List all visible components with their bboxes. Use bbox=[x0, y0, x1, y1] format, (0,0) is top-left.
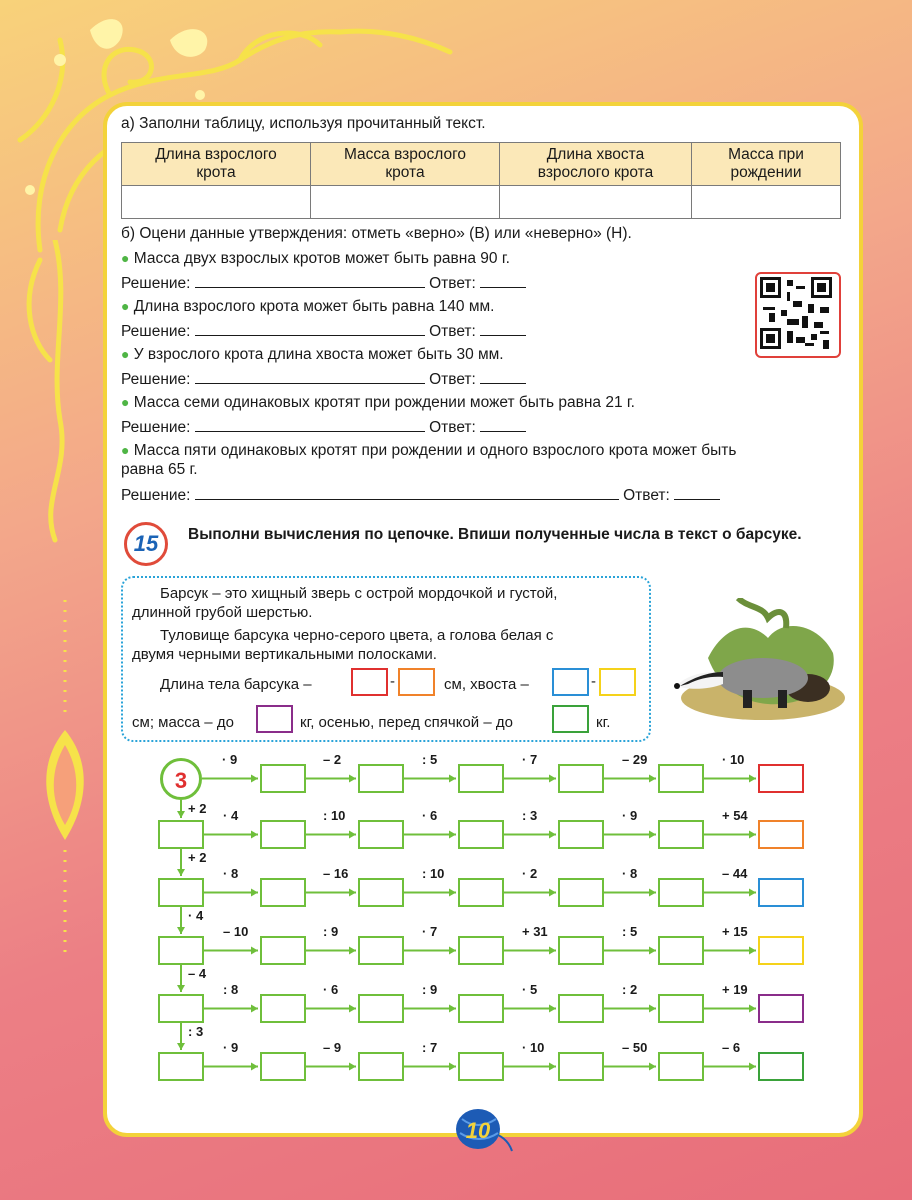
part-b-instruction: б) Оцени данные утверждения: отметь «верно» (В) или «неверно» (Н). bbox=[121, 225, 632, 242]
body-length-label: Длина тела барсука – bbox=[160, 676, 312, 693]
operation-label: – 50 bbox=[622, 1040, 648, 1055]
chain-box-row2-col1[interactable] bbox=[158, 820, 204, 849]
chain-result-box-2[interactable] bbox=[758, 820, 804, 849]
solution-line-3: Решение: Ответ: bbox=[121, 368, 526, 390]
chain-start-circle: 3 bbox=[160, 758, 202, 800]
chain-box-row6-col4[interactable] bbox=[458, 1052, 504, 1081]
down-operation-label: : 3 bbox=[188, 1024, 204, 1039]
chain-result-box-3[interactable] bbox=[758, 878, 804, 907]
chain-result-box-6[interactable] bbox=[758, 1052, 804, 1081]
operation-label: – 16 bbox=[323, 866, 349, 881]
chain-box-row3-col6[interactable] bbox=[658, 878, 704, 907]
chain-arrowhead bbox=[749, 1005, 756, 1013]
cm-tail-label: см, хвоста – bbox=[444, 676, 529, 693]
operation-label: · 6 bbox=[422, 808, 438, 823]
operation-label: : 2 bbox=[622, 982, 638, 997]
chain-box-row5-col3[interactable] bbox=[358, 994, 404, 1023]
chain-arrowhead bbox=[251, 947, 258, 955]
page-number-ball bbox=[442, 1105, 514, 1153]
statement-5: ● Масса пяти одинаковых кротят при рождении и одного взрослого крота может быть bbox=[121, 442, 737, 459]
chain-arrowhead bbox=[349, 1005, 356, 1013]
down-operation-label: + 2 bbox=[188, 850, 207, 865]
operation-label: · 9 bbox=[622, 808, 638, 823]
chain-arrowhead bbox=[349, 947, 356, 955]
operation-label: : 3 bbox=[522, 808, 538, 823]
chain-box-row2-col2[interactable] bbox=[260, 820, 306, 849]
chain-arrowhead bbox=[349, 831, 356, 839]
chain-box-row4-col6[interactable] bbox=[658, 936, 704, 965]
chain-box-row1-col2[interactable] bbox=[260, 764, 306, 793]
chain-arrowhead bbox=[177, 927, 185, 934]
chain-arrowhead bbox=[649, 775, 656, 783]
chain-arrowhead bbox=[349, 1063, 356, 1071]
chain-arrowhead bbox=[749, 947, 756, 955]
kg-label: кг. bbox=[596, 714, 611, 731]
badger-paragraph-2-line-2: двумя черными вертикальными полосками. bbox=[132, 646, 437, 663]
operation-label: · 7 bbox=[522, 752, 538, 767]
operation-label: : 7 bbox=[422, 1040, 438, 1055]
chain-box-row3-col5[interactable] bbox=[558, 878, 604, 907]
operation-label: · 9 bbox=[222, 752, 238, 767]
operation-label: – 29 bbox=[622, 752, 648, 767]
statement-1: ● Масса двух взрослых кротов может быть равна 90 г. bbox=[121, 250, 510, 267]
chain-arrowhead bbox=[749, 775, 756, 783]
chain-box-row6-col2[interactable] bbox=[260, 1052, 306, 1081]
operation-label: – 6 bbox=[722, 1040, 741, 1055]
chain-box-row3-col4[interactable] bbox=[458, 878, 504, 907]
chain-arrowhead bbox=[649, 831, 656, 839]
operation-label: · 6 bbox=[323, 982, 339, 997]
task-15-instruction: Выполни вычисления по цепочке. Впиши полученные числа в текст о барсуке. bbox=[188, 526, 802, 543]
page-number: 10 bbox=[465, 1118, 491, 1143]
operation-label: · 7 bbox=[422, 924, 438, 939]
badger-paragraph-2-line-1: Туловище барсука черно-серого цвета, а голова белая с bbox=[160, 627, 554, 644]
chain-arrowhead bbox=[449, 889, 456, 897]
chain-box-row5-col5[interactable] bbox=[558, 994, 604, 1023]
chain-arrowhead bbox=[649, 1063, 656, 1071]
table-header-tail: Длина хвоста взрослого крота bbox=[500, 143, 692, 186]
chain-box-row1-col6[interactable] bbox=[658, 764, 704, 793]
operation-label: : 10 bbox=[323, 808, 346, 823]
chain-box-row2-col3[interactable] bbox=[358, 820, 404, 849]
solution-line-1: Решение: Ответ: bbox=[121, 272, 526, 294]
statement-4: ● Масса семи одинаковых кротят при рождении может быть равна 21 г. bbox=[121, 394, 635, 411]
chain-arrowhead bbox=[349, 775, 356, 783]
chain-arrowhead bbox=[251, 775, 258, 783]
operation-label: · 9 bbox=[223, 1040, 239, 1055]
chain-box-row2-col4[interactable] bbox=[458, 820, 504, 849]
down-operation-label: – 4 bbox=[188, 966, 207, 981]
statement-5-cont: равна 65 г. bbox=[121, 461, 198, 478]
table-header-length: Длина взрослого крота bbox=[122, 143, 311, 186]
solution-line-2: Решение: Ответ: bbox=[121, 320, 526, 342]
chain-box-row3-col2[interactable] bbox=[260, 878, 306, 907]
chain-arrowhead bbox=[749, 889, 756, 897]
chain-box-row5-col2[interactable] bbox=[260, 994, 306, 1023]
operation-label: · 10 bbox=[522, 1040, 545, 1055]
badger-paragraph-1-line-1: Барсук – это хищный зверь с острой мордочкой и густой, bbox=[160, 585, 558, 602]
chain-box-row3-col1[interactable] bbox=[158, 878, 204, 907]
table-header-mass: Масса взрослого крота bbox=[311, 143, 500, 186]
chain-box-row3-col3[interactable] bbox=[358, 878, 404, 907]
down-operation-label: · 4 bbox=[188, 908, 204, 923]
chain-box-row5-col6[interactable] bbox=[658, 994, 704, 1023]
solution-line-4: Решение: Ответ: bbox=[121, 416, 526, 438]
statement-2: ● Длина взрослого крота может быть равна 140 мм. bbox=[121, 298, 495, 315]
chain-result-box-4[interactable] bbox=[758, 936, 804, 965]
chain-arrowhead bbox=[449, 831, 456, 839]
chain-box-row4-col4[interactable] bbox=[458, 936, 504, 965]
chain-arrowhead bbox=[749, 831, 756, 839]
operation-label: · 2 bbox=[522, 866, 538, 881]
chain-box-row5-col4[interactable] bbox=[458, 994, 504, 1023]
chain-box-row1-col4[interactable] bbox=[458, 764, 504, 793]
operation-label: – 44 bbox=[722, 866, 748, 881]
chain-arrowhead bbox=[251, 889, 258, 897]
chain-arrowhead bbox=[449, 1005, 456, 1013]
chain-arrowhead bbox=[549, 1063, 556, 1071]
chain-arrowhead bbox=[549, 1005, 556, 1013]
chain-box-row6-col1[interactable] bbox=[158, 1052, 204, 1081]
operation-label: : 5 bbox=[422, 752, 438, 767]
operation-label: : 8 bbox=[223, 982, 239, 997]
chain-arrowhead bbox=[449, 775, 456, 783]
dash-1: - bbox=[390, 673, 395, 690]
task-number-badge: 15 bbox=[124, 522, 168, 566]
operation-label: · 8 bbox=[622, 866, 638, 881]
table-header-birth-mass: Масса при рождении bbox=[692, 143, 841, 186]
chain-box-row6-col3[interactable] bbox=[358, 1052, 404, 1081]
operation-label: + 15 bbox=[722, 924, 748, 939]
chain-arrowhead bbox=[177, 1043, 185, 1050]
cm-mass-label: см; масса – до bbox=[132, 714, 234, 731]
chain-result-box-1[interactable] bbox=[758, 764, 804, 793]
chain-box-row5-col1[interactable] bbox=[158, 994, 204, 1023]
chain-arrowhead bbox=[177, 869, 185, 876]
chain-arrowhead bbox=[449, 1063, 456, 1071]
chain-box-row1-col5[interactable] bbox=[558, 764, 604, 793]
chain-arrowhead bbox=[549, 831, 556, 839]
chain-arrowhead bbox=[749, 1063, 756, 1071]
operation-label: + 31 bbox=[522, 924, 548, 939]
operation-label: : 5 bbox=[622, 924, 638, 939]
kg-autumn-label: кг, осенью, перед спячкой – до bbox=[300, 714, 513, 731]
chain-arrowhead bbox=[449, 947, 456, 955]
part-a-instruction: а) Заполни таблицу, используя прочитанный текст. bbox=[121, 115, 486, 132]
chain-box-row6-col5[interactable] bbox=[558, 1052, 604, 1081]
chain-box-row4-col2[interactable] bbox=[260, 936, 306, 965]
chain-arrowhead bbox=[549, 889, 556, 897]
operation-label: · 8 bbox=[223, 866, 239, 881]
chain-arrowhead bbox=[251, 1005, 258, 1013]
operation-label: · 4 bbox=[223, 808, 239, 823]
chain-arrowhead bbox=[549, 775, 556, 783]
operation-label: – 9 bbox=[323, 1040, 342, 1055]
chain-box-row4-col5[interactable] bbox=[558, 936, 604, 965]
operation-label: + 19 bbox=[722, 982, 748, 997]
chain-arrowhead bbox=[177, 811, 185, 818]
badger-paragraph-1-line-2: длинной грубой шерстью. bbox=[132, 604, 313, 621]
chain-box-row1-col3[interactable] bbox=[358, 764, 404, 793]
operation-label: – 10 bbox=[223, 924, 249, 939]
chain-result-box-5[interactable] bbox=[758, 994, 804, 1023]
down-operation-label: + 2 bbox=[188, 801, 207, 816]
chain-arrowhead bbox=[649, 1005, 656, 1013]
operation-label: + 54 bbox=[722, 808, 748, 823]
chain-box-row4-col1[interactable] bbox=[158, 936, 204, 965]
operation-label: : 9 bbox=[323, 924, 339, 939]
operation-label: – 2 bbox=[323, 752, 342, 767]
chain-arrowhead bbox=[177, 985, 185, 992]
chain-box-row4-col3[interactable] bbox=[358, 936, 404, 965]
statement-3: ● У взрослого крота длина хвоста может быть 30 мм. bbox=[121, 346, 504, 363]
chain-box-row2-col5[interactable] bbox=[558, 820, 604, 849]
operation-label: · 5 bbox=[522, 982, 538, 997]
operation-label: : 9 bbox=[422, 982, 438, 997]
chain-arrowhead bbox=[549, 947, 556, 955]
operation-label: : 10 bbox=[422, 866, 445, 881]
chain-arrowhead bbox=[251, 1063, 258, 1071]
chain-arrowhead bbox=[649, 889, 656, 897]
chain-box-row2-col6[interactable] bbox=[658, 820, 704, 849]
chain-arrowhead bbox=[349, 889, 356, 897]
operation-label: · 10 bbox=[722, 752, 745, 767]
chain-box-row6-col6[interactable] bbox=[658, 1052, 704, 1081]
chain-arrowhead bbox=[251, 831, 258, 839]
dash-2: - bbox=[591, 673, 596, 690]
chain-arrowhead bbox=[649, 947, 656, 955]
solution-line-5: Решение: Ответ: bbox=[121, 484, 720, 506]
